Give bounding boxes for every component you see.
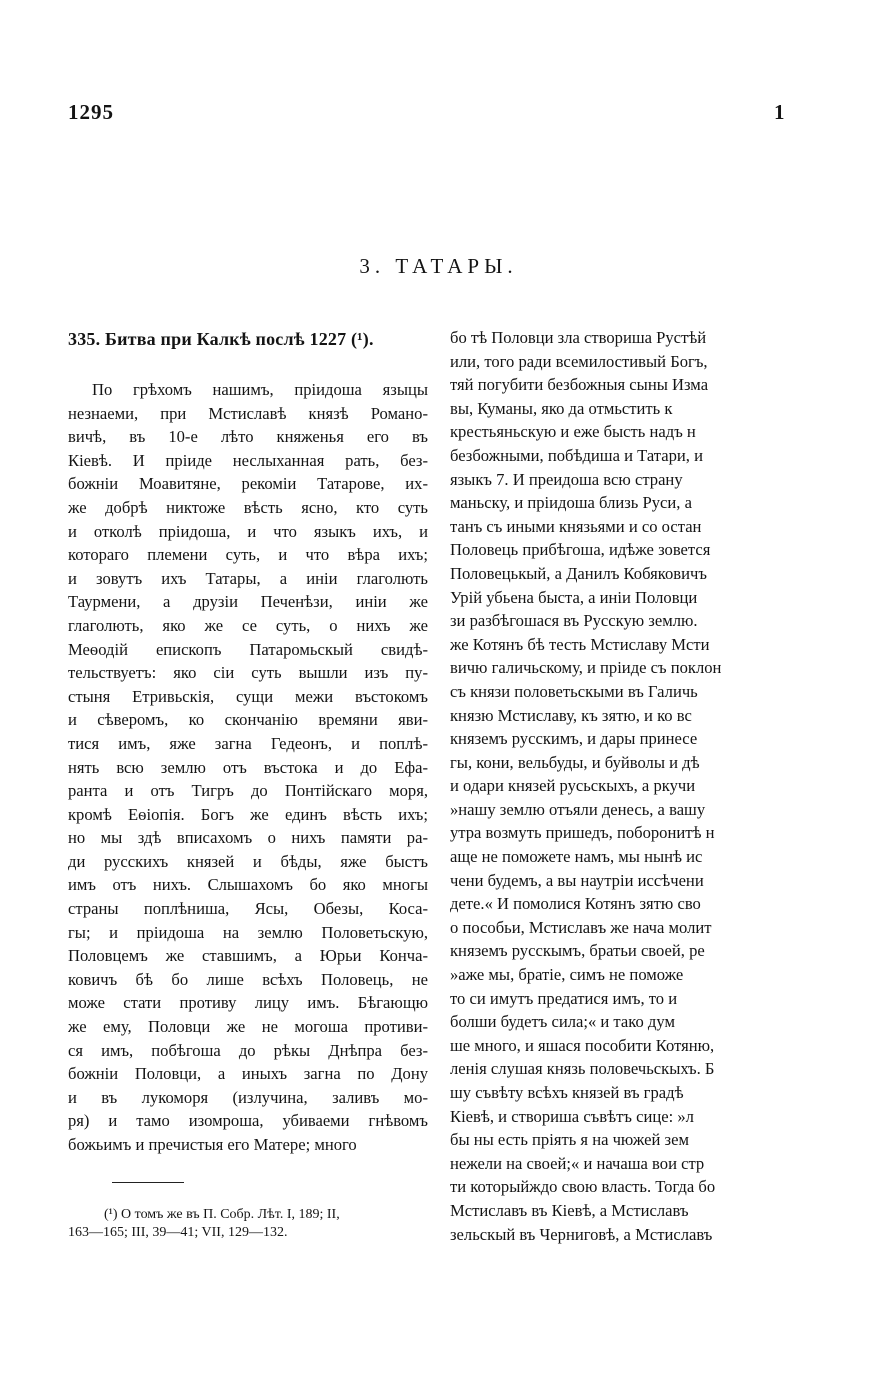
- text-line: тельствуетъ: яко сіи суть вышли изъ пу-: [68, 663, 428, 683]
- text-line: незнаеми, при Мстиславѣ князѣ Романо-: [68, 403, 428, 423]
- text-line: о пособьи, Мстиславъ же нача молит: [450, 917, 712, 937]
- text-line: Таурмени, а друзіи Печенѣзи, иніи же: [68, 592, 428, 612]
- text-line: божьимъ и пречистыя его Матере; много: [68, 1135, 357, 1154]
- text-line: котораго племени суть, и что вѣра ихъ;: [68, 545, 428, 565]
- text-line: или, того ради всемилостивый Богъ,: [450, 351, 708, 371]
- text-line: Кіевѣ, и створиша съвѣтъ сице: »л: [450, 1106, 694, 1126]
- text-line: ди русскихъ князей и бѣды, яже быстъ: [68, 851, 428, 871]
- text-line: тяй погубити безбожныя сыны Изма: [450, 375, 709, 395]
- text-line: По грѣхомъ нашимъ, пріидоша языцы: [92, 380, 428, 399]
- right-column: [450, 326, 877, 1246]
- text-line: и одари князей русьскыхъ, а ркучи: [450, 776, 696, 796]
- text-line: ранта и отъ Тигръ до Понтійскаго моря,: [68, 781, 428, 801]
- text-line: вы, Куманы, яко да отмьстить к: [450, 398, 673, 418]
- footnote: [68, 1206, 428, 1242]
- text-line: бы ны есть пріять я на чюжей зем: [450, 1130, 689, 1150]
- text-line: ше много, и яшася пособити Котяню,: [450, 1035, 715, 1055]
- text-line: божніи Моавитяне, рекоміи Татарове, их-: [68, 474, 428, 494]
- text-line: »аже мы, братіе, симъ не поможе: [450, 965, 684, 985]
- text-line: зельскый въ Черниговѣ, а Мстиславъ: [450, 1224, 713, 1244]
- text-line: языкъ 7. И преидоша всю страну: [450, 469, 683, 489]
- text-line: танъ съ иными князьями и со остан: [450, 516, 702, 536]
- text-line: княземъ русскымъ, братьи своей, ре: [450, 941, 705, 961]
- text-line: кромѣ Еѳіопія. Богъ же единъ вѣсть ихъ;: [68, 804, 428, 824]
- text-line: глаголють, яко же се суть, о нихъ же: [68, 615, 428, 635]
- text-line: съ князи половетьскыми въ Галичь: [450, 681, 698, 701]
- text-line: гы; и пріидоша на землю Половетьскую,: [68, 922, 428, 942]
- left-column-text: [68, 378, 428, 1157]
- text-line: Урій убьена быста, а иніи Половци: [450, 587, 698, 607]
- text-line: то си имутъ предатися имъ, то и: [450, 988, 678, 1008]
- text-line: и отколѣ пріидоша, и что языкъ ихъ, и: [68, 521, 428, 541]
- text-line: ленія слушая князь половечьскыхъ. Б: [450, 1059, 715, 1079]
- text-line: маньску, и пріидоша близь Руси, а: [450, 493, 692, 513]
- text-line: и въ лукоморя (излучина, заливъ мо-: [68, 1087, 428, 1107]
- chapter-title: 3. ТАТАРЫ.: [359, 254, 518, 278]
- page-number: 1295: [68, 100, 114, 124]
- text-line: Половецькый, а Данилъ Кобяковичъ: [450, 563, 707, 583]
- text-line: стыня Етривьскія, сущи межи въстокомъ: [68, 686, 428, 706]
- text-line: шу съвѣту всѣхъ князей въ градѣ: [450, 1083, 684, 1102]
- text-line: же Котянъ бѣ тесть Мстиславу Мсти: [450, 634, 710, 654]
- left-column: [68, 326, 428, 1157]
- text-line: и зовутъ ихъ Татары, а иніи глаголють: [68, 568, 428, 588]
- text-line: ря) и тамо изомроша, убиваеми гнѣвомъ: [68, 1111, 428, 1131]
- text-line: дете.« И помолися Котянъ зятю сво: [450, 894, 701, 914]
- text-line: може стати противу лицу имъ. Бѣгающю: [68, 993, 428, 1013]
- text-line: утра возмуть пришедъ, поборонитѣ н: [450, 823, 715, 843]
- text-line: имъ отъ нихъ. Слышахомъ бо яко многы: [68, 875, 428, 895]
- text-line: ти которыйждо свою власть. Тогда бо: [450, 1177, 716, 1197]
- text-line: безбожными, побѣдиша и Татари, и: [450, 445, 703, 465]
- text-line: »нашу землю отъяли денесь, а вашу: [450, 799, 706, 819]
- text-line: зи разбѣгошася въ Русскую землю.: [450, 611, 698, 631]
- text-line: чени будемъ, а вы наутріи иссѣчени: [450, 870, 704, 890]
- footnote-line: (¹) О томъ же въ П. Собр. Лѣт. I, 189; II,: [104, 1207, 340, 1222]
- text-line: аще не поможете намъ, мы нынѣ ис: [450, 847, 703, 867]
- text-line: бо тѣ Половци зла створиша Рустѣй: [450, 328, 707, 347]
- text-line: гы, кони, вельбуды, и буйволы и дѣ: [450, 752, 700, 772]
- text-line: страны поплѣниша, Ясы, Обезы, Коса-: [68, 899, 428, 919]
- text-line: вичѣ, въ 10-е лѣто княженья его въ: [68, 427, 428, 447]
- text-line: болши будетъ сила;« и тако дум: [450, 1012, 675, 1032]
- text-line: Половець прибѣгоша, идѣже зовется: [450, 540, 711, 560]
- text-line: же ему, Половци же не могоша противи-: [68, 1017, 428, 1037]
- text-line: ся имъ, побѣгоша до рѣкы Днѣпра без-: [68, 1040, 428, 1060]
- text-line: вичю галичьскому, и пріиде съ поклон: [450, 658, 722, 678]
- text-line: Меѳодій епископъ Патаромьскый свидѣ-: [68, 639, 428, 659]
- text-line: и сѣверомъ, ко скончанію времяни яви-: [68, 710, 428, 730]
- text-line: тися имъ, яже загна Гедеонъ, и поплѣ-: [68, 733, 428, 753]
- footnote-rule: [112, 1182, 184, 1183]
- text-line: Половцемъ же ставшимъ, а Юрьи Конча-: [68, 946, 428, 966]
- text-line: божніи Половци, а иныхъ загна по Дону: [68, 1064, 428, 1084]
- footnote-line: 163—165; III, 39—41; VII, 129—132.: [68, 1225, 288, 1240]
- text-line: Кіевѣ. И пріиде неслыханная рать, без-: [68, 450, 428, 470]
- section-heading: 335. Битва при Калкѣ послѣ 1227 (¹).: [68, 329, 374, 349]
- text-line: же добрѣ никтоже вѣсть ясно, кто суть: [68, 497, 428, 517]
- text-line: нять всю землю отъ въстока и до Ефа-: [68, 757, 428, 777]
- text-line: но мы здѣ вписахомъ о нихъ памяти ра-: [68, 828, 428, 848]
- text-line: князю Мстиславу, къ зятю, и ко вс: [450, 705, 692, 725]
- right-column-text: [450, 326, 877, 1246]
- text-line: крестьяньскую и еже бысть надъ н: [450, 422, 696, 442]
- text-line: ковичъ бѣ бо лише всѣхъ Половець, не: [68, 969, 428, 989]
- text-line: княземъ русскимъ, и дары принесе: [450, 729, 698, 749]
- sheet-mark: 1: [774, 100, 785, 124]
- text-line: нежели на своей;« и начаша вои стр: [450, 1153, 705, 1173]
- text-line: Мстиславъ въ Кіевѣ, а Мстиславъ: [450, 1200, 689, 1220]
